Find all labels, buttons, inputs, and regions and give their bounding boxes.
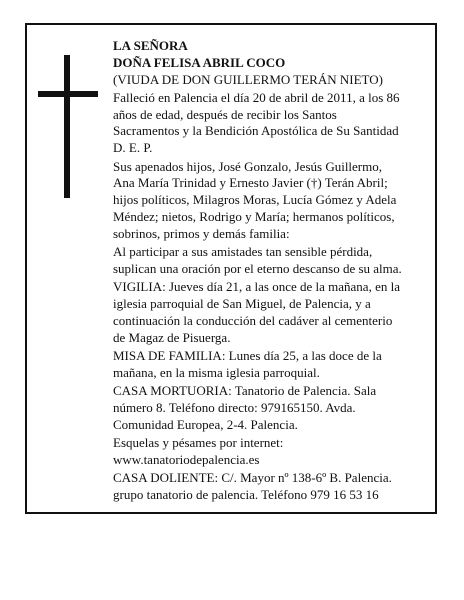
prayer-request-paragraph (113, 244, 418, 278)
family-mass-line: mañana, en la misma iglesia parroquial. (113, 364, 320, 380)
vigil-line: iglesia parroquial de San Miguel, de Palencia, y a (113, 295, 371, 311)
obituary-text (113, 38, 418, 504)
prayer-request-line: suplican una oración por el eterno descanso de su alma. (113, 260, 402, 276)
condolences-paragraph (113, 435, 418, 469)
cross-horizontal-bar (38, 91, 98, 97)
family-paragraph-line: sobrinos, primos y demás familia: (113, 225, 290, 241)
death-paragraph-line: Sacramentos y la Bendición Apostólica de Su Santidad (113, 123, 399, 139)
website-line: www.tanatoriodepalencia.es (113, 451, 260, 467)
funeral-home-line: Comunidad Europea, 2-4. Palencia. (113, 416, 298, 432)
family-paragraph-line: Sus apenados hijos, José Gonzalo, Jesús Guillermo, (113, 158, 383, 174)
family-paragraph-line: Ana María Trinidad y Ernesto Javier (†) Terán Abril; (113, 175, 388, 191)
funeral-home-line: número 8. Teléfono directo: 979165150. Avda. (113, 399, 356, 415)
cross-icon (38, 55, 98, 198)
cross-vertical-bar (64, 55, 70, 198)
widow-line-paragraph (113, 72, 418, 89)
death-paragraph (113, 90, 418, 157)
notice-heading-line: LA SEÑORA (113, 38, 188, 53)
family-mass-paragraph (113, 348, 418, 382)
family-paragraph-line: hijos políticos, Milagros Moras, Lucía Gómez y Adela (113, 192, 397, 208)
family-home-line: grupo tanatorio de palencia. Teléfono 979 16 53 16 (113, 486, 379, 502)
prayer-request-line: Al participar a sus amistades tan sensible pérdida, (113, 244, 373, 260)
vigil-line: continuación la conducción del cadáver al cementerio (113, 312, 393, 328)
vigil-line: de Magaz de Pisuerga. (113, 329, 231, 345)
death-paragraph-line: Falleció en Palencia el día 20 de abril de 2011, a los 86 (113, 89, 400, 105)
deceased-name: DOÑA FELISA ABRIL COCO (113, 54, 286, 70)
death-paragraph-line: D. E. P. (113, 140, 153, 156)
family-mass-line: MISA DE FAMILIA: Lunes día 25, a las doce de la (113, 347, 382, 363)
funeral-home-paragraph (113, 383, 418, 433)
family-home-paragraph (113, 470, 418, 504)
condolences-line: Esquelas y pésames por internet: (113, 434, 284, 450)
widow-line: (VIUDA DE DON GUILLERMO TERÁN NIETO) (113, 71, 383, 87)
vigil-line: VIGILIA: Jueves día 21, a las once de la mañana, en la (113, 279, 400, 295)
vigil-paragraph (113, 279, 418, 346)
family-home-line: CASA DOLIENTE: C/. Mayor nº 138-6º B. Palencia. (113, 469, 392, 485)
family-paragraph-line: Méndez; nietos, Rodrigo y María; hermanos políticos, (113, 208, 395, 224)
funeral-home-line: CASA MORTUORIA: Tanatorio de Palencia. Sala (113, 382, 377, 398)
death-paragraph-line: años de edad, después de recibir los Santos (113, 106, 337, 122)
family-paragraph (113, 159, 418, 243)
